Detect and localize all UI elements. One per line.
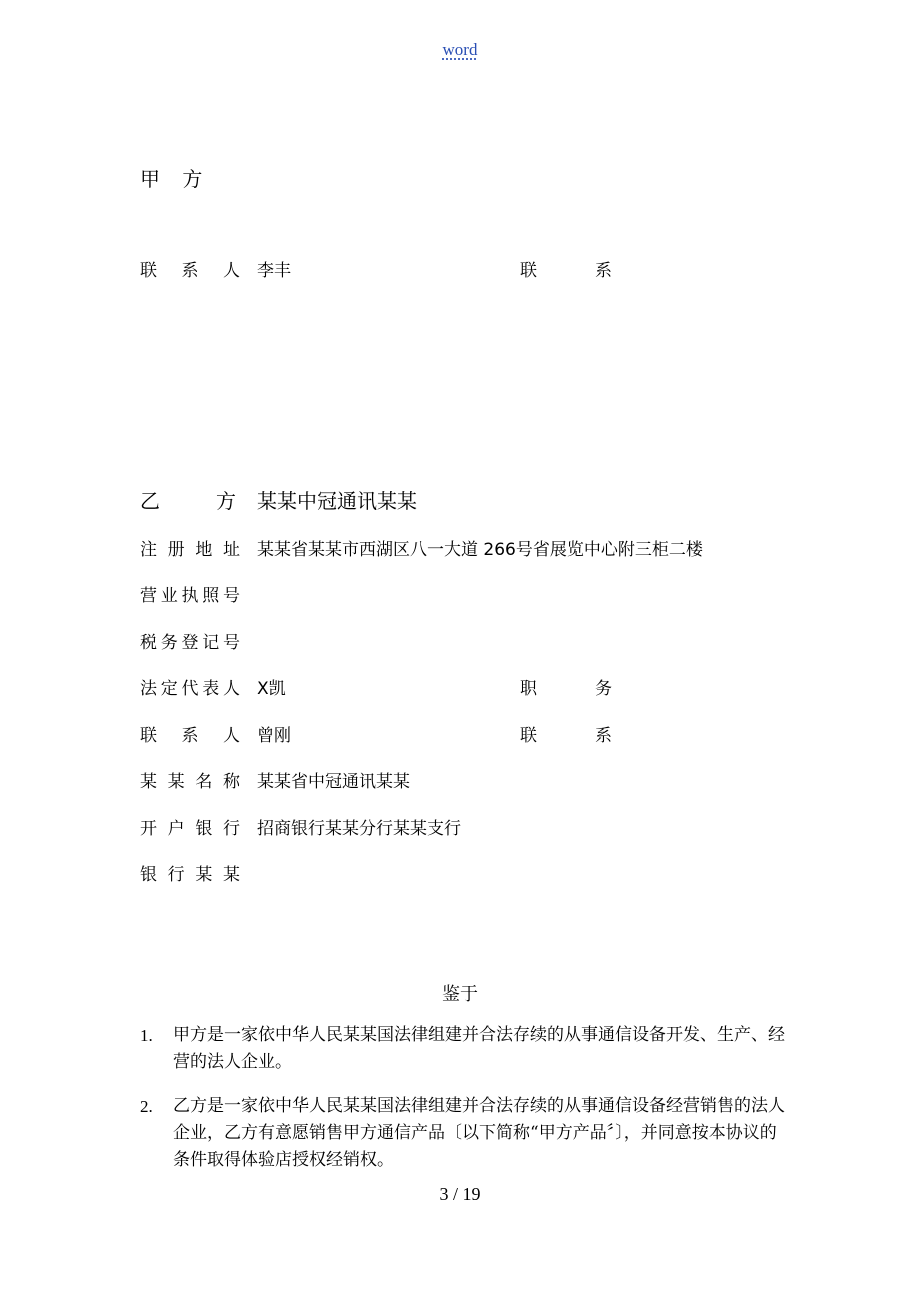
label-char: 某 (140, 772, 157, 792)
label-char: 联 (140, 261, 157, 281)
label-char: 务 (595, 679, 612, 699)
party-a-title: 甲 方 (140, 167, 211, 191)
label-char: 记 (202, 633, 220, 653)
whereas-title: 鉴于 (442, 984, 478, 1005)
label-char: 务 (160, 633, 178, 653)
field-label (140, 537, 240, 563)
position-label (520, 676, 612, 702)
field-label (140, 816, 240, 842)
label-char: 执 (181, 586, 199, 606)
item-number: 1. (140, 1026, 153, 1045)
label-char: 系 (181, 726, 199, 746)
header-word-link[interactable]: word (442, 40, 478, 59)
label-char: 乙 (140, 489, 160, 513)
label-char: 号 (223, 586, 240, 606)
field-label (140, 583, 240, 609)
label-char: 系 (595, 261, 612, 281)
label-char: 某 (222, 865, 240, 885)
label-char: 注 (140, 540, 157, 560)
label-char: 人 (223, 679, 240, 699)
label-char: 名 (195, 772, 213, 792)
label-char: 税 (140, 633, 157, 653)
label-char: 代 (181, 679, 199, 699)
label-char: 联 (140, 726, 157, 746)
label-char: 方 (216, 489, 236, 513)
label-char: 某 (195, 865, 213, 885)
label-char: 人 (223, 726, 240, 746)
phone-label (520, 723, 612, 749)
label-char: 职 (520, 679, 537, 699)
page-number: 3 / 19 (439, 1184, 481, 1204)
label-char: 址 (222, 540, 240, 560)
field-label (140, 676, 240, 702)
label-char: 号 (223, 633, 240, 653)
field-label (140, 630, 240, 656)
label-char: 银 (140, 865, 157, 885)
label-char: 登 (181, 633, 199, 653)
whereas-item-2 (140, 1093, 790, 1174)
label-char: 户 (167, 819, 185, 839)
item-text: 乙方是一家依中华人民某某国法律组建并合法存续的从事通信设备经营销售的法人企业，乙方有意愿销售甲方通信产品〔以下简称“甲方产品〞〕，并同意按本协议的条件取得体验店授权经销权。 (173, 1096, 785, 1170)
label-char: 联 (520, 261, 537, 281)
label-char: 册 (167, 540, 185, 560)
label-char: 称 (222, 772, 240, 792)
label-char: 法 (140, 679, 157, 699)
label-char: 某 (167, 772, 185, 792)
party-a-contact-label (140, 258, 240, 284)
label-char: 定 (160, 679, 178, 699)
label-char: 联 (520, 726, 537, 746)
party-a-contact-value: 李丰 (257, 261, 291, 281)
field-value: 招商银行某某分行某某支行 (257, 819, 461, 839)
field-value: X凯 (257, 679, 286, 699)
field-value: 某某省中冠通讯某某 (257, 772, 410, 792)
party-b-title (140, 486, 236, 516)
label-char: 人 (223, 261, 240, 281)
field-value: 某某省某某市西湖区八一大道 266号省展览中心附三柜二楼 (257, 540, 703, 560)
label-char: 系 (181, 261, 199, 281)
label-char: 系 (595, 726, 612, 746)
party-b-name: 某某中冠通讯某某 (257, 489, 417, 513)
label-char: 地 (195, 540, 213, 560)
party-a-phone-label (520, 258, 612, 284)
label-char: 业 (160, 586, 178, 606)
field-label (140, 862, 240, 888)
field-label (140, 723, 240, 749)
field-label (140, 769, 240, 795)
field-value: 曾刚 (257, 726, 291, 746)
item-number: 2. (140, 1097, 153, 1116)
label-char: 开 (140, 819, 157, 839)
whereas-item-1 (140, 1022, 790, 1076)
label-char: 表 (202, 679, 220, 699)
label-char: 照 (202, 586, 220, 606)
label-char: 银 (195, 819, 213, 839)
label-char: 行 (222, 819, 240, 839)
label-char: 营 (140, 586, 157, 606)
label-char: 行 (167, 865, 185, 885)
item-text: 甲方是一家依中华人民某某国法律组建并合法存续的从事通信设备开发、生产、经营的法人企业。 (173, 1025, 785, 1072)
